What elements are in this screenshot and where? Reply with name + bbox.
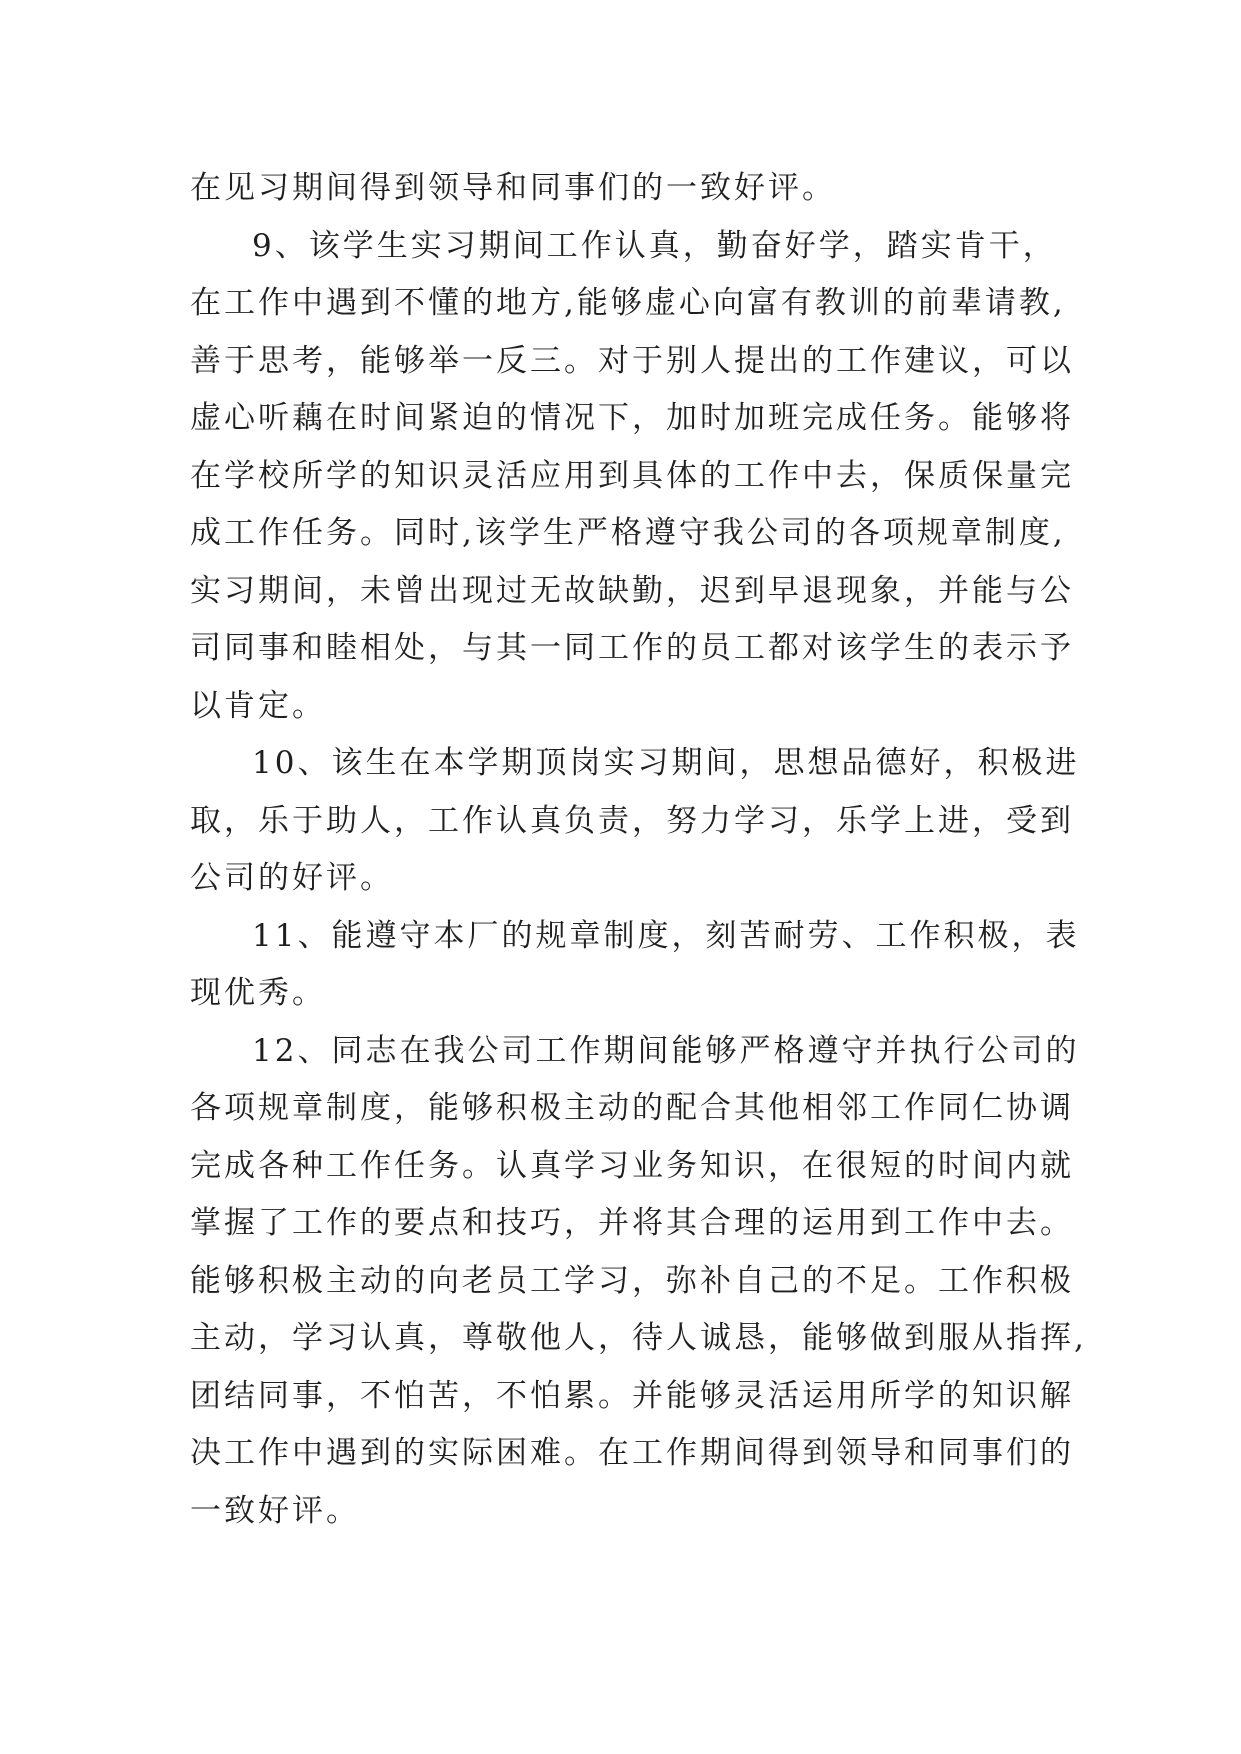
text-line: 成工作任务。同时,该学生严格遵守我公司的各项规章制度, xyxy=(190,515,1066,551)
text-line: 以肯定。 xyxy=(190,687,326,724)
text-line: 决工作中遇到的实际困难。在工作期间得到领导和同事们的 xyxy=(190,1435,1074,1471)
text-line: 主动，学习认真，尊敬他人，待人诚恳，能够做到服从指挥, xyxy=(190,1320,1087,1356)
document-body xyxy=(190,160,1090,1540)
text-line: 一致好评。 xyxy=(190,1492,360,1529)
paragraph-9-start: 9、该学生实习期间工作认真，勤奋好学，踏实肯干， xyxy=(252,227,1057,264)
text-line: 公司的好评。 xyxy=(190,860,394,896)
text-line: 在学校所学的知识灵活应用到具体的工作中去，保质保量完 xyxy=(190,457,1074,494)
text-line: 完成各种工作任务。认真学习业务知识，在很短的时间内就 xyxy=(190,1147,1074,1184)
paragraph-12-start: 12、同志在我公司工作期间能够严格遵守并执行公司的 xyxy=(252,1032,1080,1069)
text-line: 虚心听藕在时间紧迫的情况下，加时加班完成任务。能够将 xyxy=(190,400,1074,436)
paragraph-11-start: 11、能遵守本厂的规章制度，刻苦耐劳、工作积极，表 xyxy=(252,917,1080,954)
text-line: 实习期间，未曾出现过无故缺勤，迟到早退现象，并能与公 xyxy=(190,572,1074,609)
text-line: 各项规章制度，能够积极主动的配合其他相邻工作同仁协调 xyxy=(190,1090,1074,1126)
text-line: 团结同事，不怕苦，不怕累。并能够灵活运用所学的知识解 xyxy=(190,1377,1074,1414)
text-line: 掌握了工作的要点和技巧，并将其合理的运用到工作中去。 xyxy=(190,1205,1074,1241)
paragraph-10-start: 10、该生在本学期顶岗实习期间，思想品德好，积极进 xyxy=(252,745,1080,781)
text-line: 善于思考，能够举一反三。对于别人提出的工作建议，可以 xyxy=(190,342,1074,379)
text-line: 司同事和睦相处，与其一同工作的员工都对该学生的表示予 xyxy=(190,630,1074,666)
text-line: 在工作中遇到不懂的地方,能够虚心向富有教训的前辈请教, xyxy=(190,285,1066,321)
text-line: 在见习期间得到领导和同事们的一致好评。 xyxy=(190,170,836,206)
text-line: 现优秀。 xyxy=(190,975,326,1011)
text-line: 取，乐于助人，工作认真负责，努力学习，乐学上进，受到 xyxy=(190,802,1074,839)
text-line: 能够积极主动的向老员工学习，弥补自己的不足。工作积极 xyxy=(190,1262,1074,1299)
